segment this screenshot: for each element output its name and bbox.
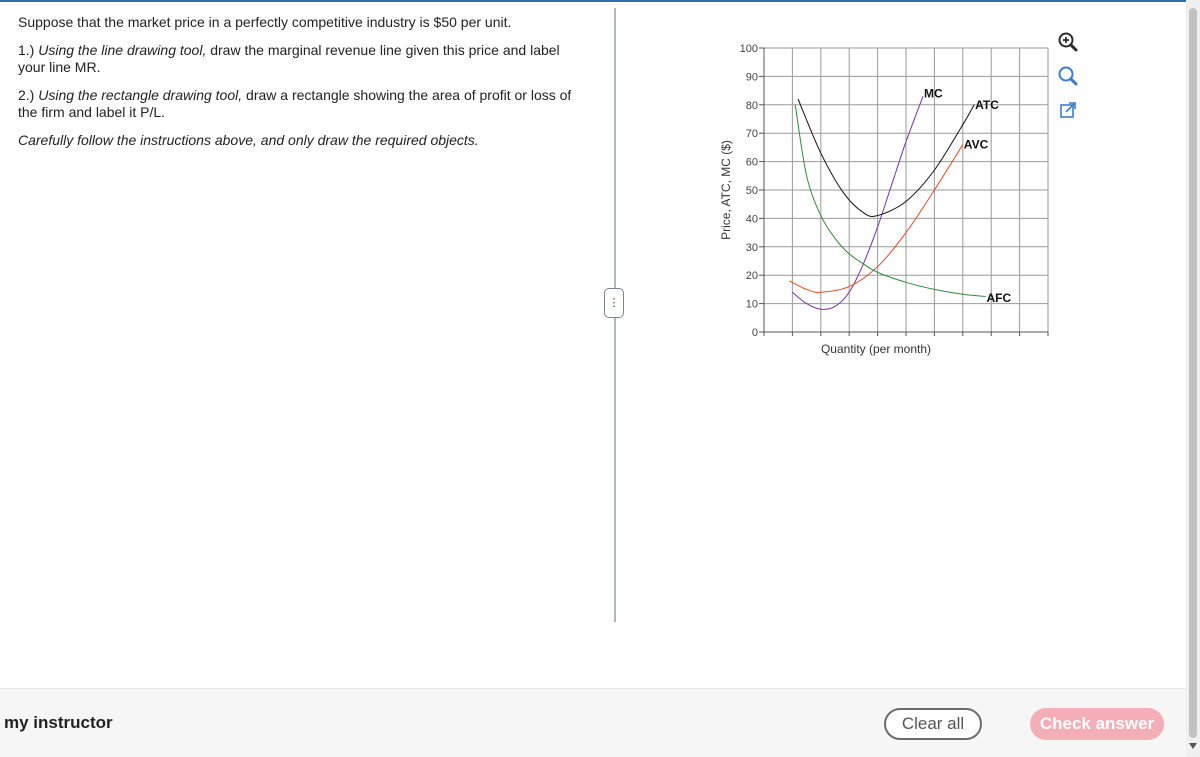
y-tick-label: 80 bbox=[745, 99, 758, 112]
y-tick-label: 90 bbox=[745, 71, 758, 84]
instructions bbox=[18, 14, 588, 160]
graph-area[interactable] bbox=[700, 30, 1052, 365]
curve-label-mc: MC bbox=[924, 86, 943, 101]
splitter-handle[interactable]: ⋮ bbox=[604, 288, 624, 318]
question-pane bbox=[0, 2, 610, 688]
x-axis-label: Quantity (per month) bbox=[820, 342, 932, 356]
zoom-in-button[interactable] bbox=[1056, 30, 1080, 54]
y-axis-label: Price, ATC, MC ($) bbox=[719, 140, 733, 240]
check-answer-button[interactable]: Check answer bbox=[1030, 708, 1164, 740]
y-tick-label: 0 bbox=[751, 327, 758, 339]
step-1-number: 1.) bbox=[18, 42, 39, 58]
y-tick-label: 20 bbox=[745, 270, 758, 283]
cost-curves-chart[interactable] bbox=[700, 30, 1052, 360]
pop-out-icon bbox=[1057, 99, 1079, 121]
zoom-out-button[interactable] bbox=[1056, 64, 1080, 88]
y-tick-label: 100 bbox=[739, 43, 758, 55]
y-tick-label: 70 bbox=[745, 128, 758, 141]
zoom-in-icon bbox=[1057, 31, 1079, 53]
step-2-tool: Using the rectangle drawing tool, bbox=[38, 87, 243, 103]
pop-out-button[interactable] bbox=[1056, 98, 1080, 122]
y-tick-label: 60 bbox=[745, 156, 758, 169]
y-tick-label: 10 bbox=[745, 298, 758, 311]
instruction-intro: Suppose that the market price in a perfectly competitive industry is $50 per unit. bbox=[18, 14, 512, 30]
step-1-text: draw the marginal revenue line given this price and label your line MR. bbox=[18, 42, 560, 75]
curve-atc[interactable] bbox=[798, 99, 974, 216]
scroll-down-arrow-icon[interactable] bbox=[1189, 743, 1197, 749]
instructor-link[interactable]: my instructor bbox=[4, 713, 113, 732]
clear-all-button[interactable]: Clear all bbox=[884, 708, 982, 740]
instruction-step-1 bbox=[18, 42, 588, 76]
instruction-note bbox=[18, 132, 588, 149]
step-1-tool: Using the line drawing tool, bbox=[38, 42, 207, 58]
step-2-text: draw a rectangle showing the area of profit or loss of the firm and label it P/L. bbox=[18, 87, 572, 120]
y-tick-label: 40 bbox=[745, 213, 758, 226]
zoom-out-icon bbox=[1057, 65, 1079, 87]
note-text: Carefully follow the instructions above, and only draw the required objects. bbox=[18, 132, 479, 148]
step-2-number: 2.) bbox=[18, 87, 39, 103]
curve-label-avc: AVC bbox=[963, 137, 989, 152]
instruction-step-2 bbox=[18, 87, 588, 121]
vertical-scrollbar[interactable] bbox=[1186, 0, 1200, 757]
curve-label-afc: AFC bbox=[986, 290, 1012, 305]
footer-bar bbox=[0, 688, 1186, 757]
graph-tools bbox=[1056, 30, 1086, 132]
curve-label-atc: ATC bbox=[975, 97, 999, 112]
scrollbar-thumb[interactable] bbox=[1189, 8, 1197, 738]
y-tick-label: 50 bbox=[745, 185, 758, 197]
y-tick-label: 30 bbox=[745, 241, 758, 254]
